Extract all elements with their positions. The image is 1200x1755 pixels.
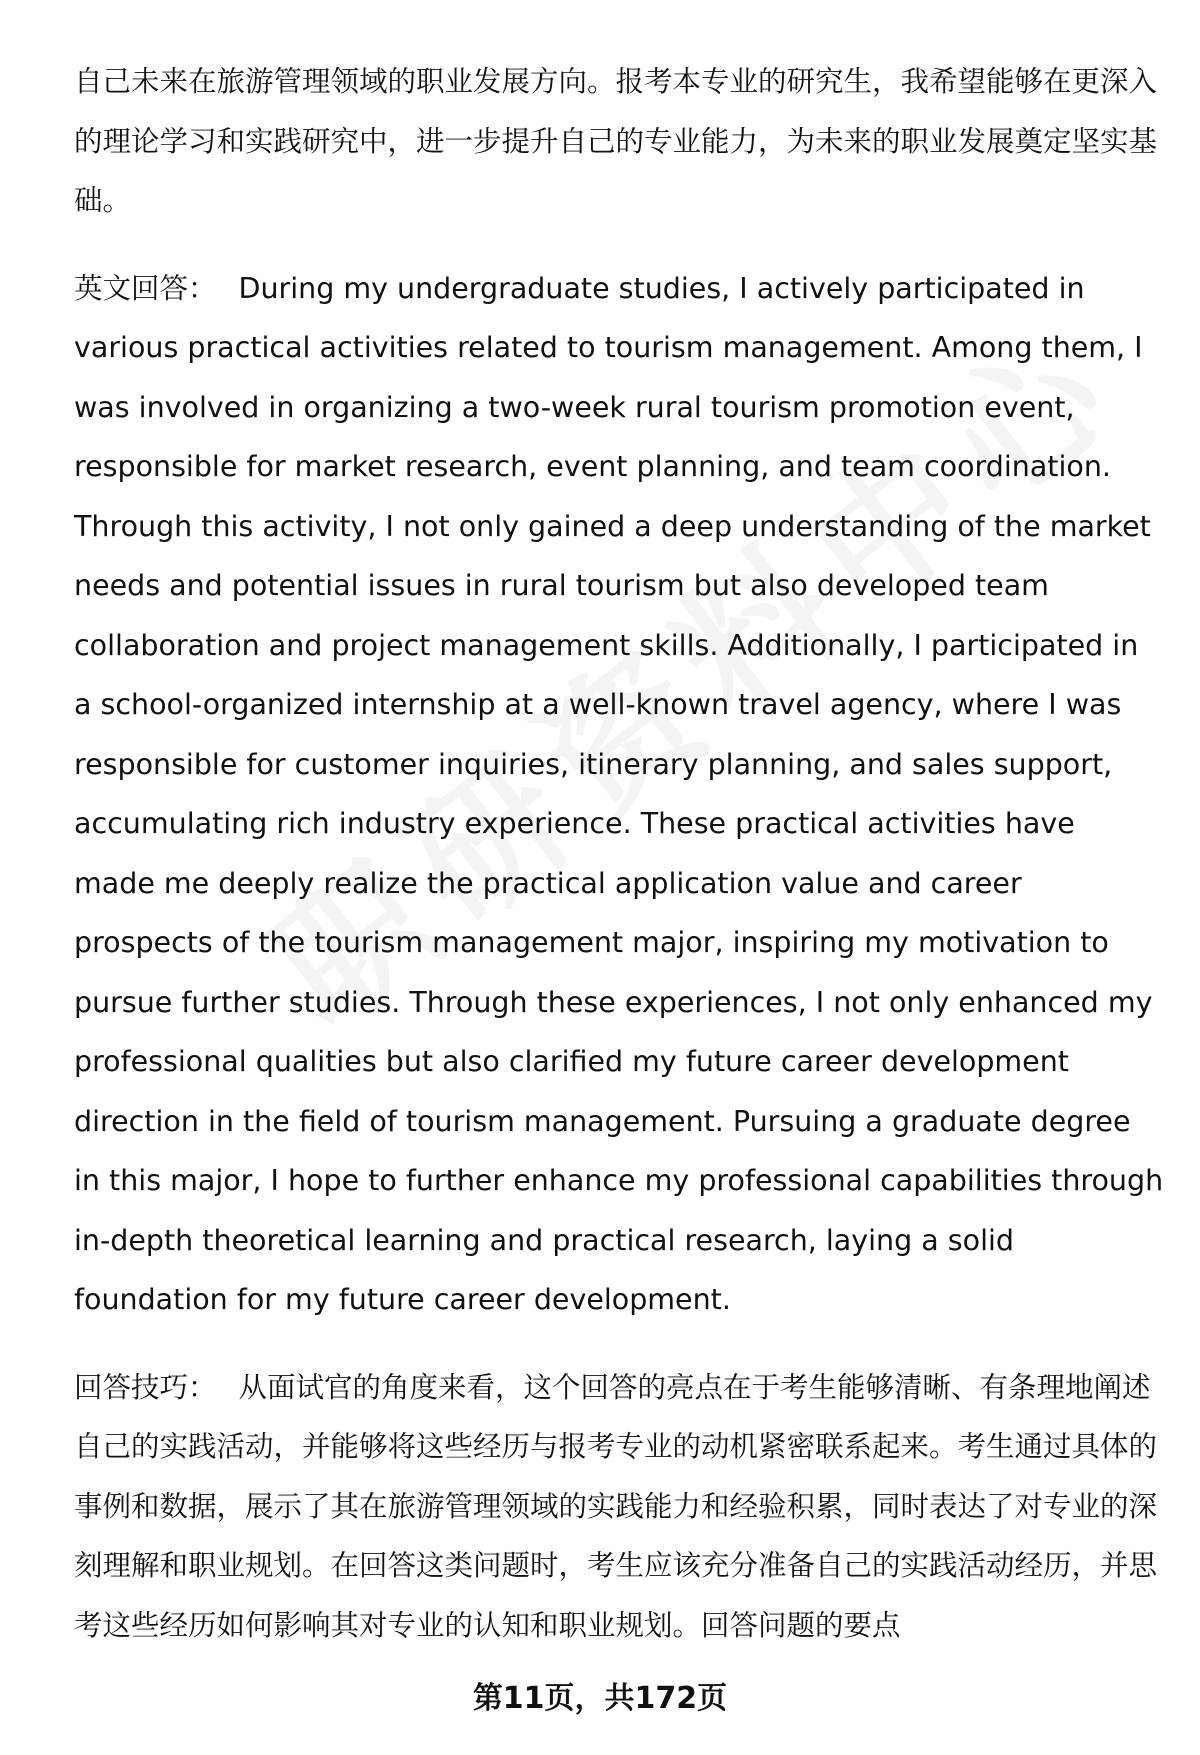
page-number: 第11页，共172页 [472,1681,728,1716]
paragraph-gap [74,231,1164,259]
answer-tips-paragraph [74,1358,1164,1656]
english-answer-label: 英文回答： [74,271,217,305]
english-answer-paragraph [74,259,1164,1330]
continuation-paragraph: 自己未来在旅游管理领域的职业发展方向。报考本专业的研究生，我希望能够在更深入的理论学习和实践研究中，进一步提升自己的专业能力，为未来的职业发展奠定坚实基础。 [74,65,1158,217]
document-body [74,52,1164,1655]
answer-tips-label: 回答技巧： [74,1370,217,1404]
paragraph-gap [74,1330,1164,1358]
english-answer-text: During my undergraduate studies, I actively participated in various practical activities related to tourism management. Among them, I was involved in organizing a two-week rural tourism promotion event, responsible for market research, event planning, and team coordination. Through this activity, I not only gained a deep understanding of the market needs and potential issues in rural tourism but also developed team collaboration and project management skills. Additionally, I participated in a school-organized internship at a well-known travel agency, where I was responsible for customer inquiries, itinerary planning, and sales support, accumulating rich industry experience. These practical activities have made me deeply realize the practical application value and career prospects of the tourism management major, inspiring my motivation to pursue further studies. Through these experiences, I not only enhanced my professional qualities but also clarified my future career development direction in the field of tourism management. Pursuing a graduate degree in this major, I hope to further enhance my professional capabilities through in-depth theoretical learning and practical research, laying a solid foundation for my future career development. [74,271,1164,1316]
answer-tips-text: 从面试官的角度来看，这个回答的亮点在于考生能够清晰、有条理地阐述自己的实践活动，并能够将这些经历与报考专业的动机紧密联系起来。考生通过具体的事例和数据，展示了其在旅游管理领域的实践能力和经验积累，同时表达了对专业的深刻理解和职业规划。在回答这类问题时，考生应该充分准备自己的实践活动经历，并思考这些经历如何影响其对专业的认知和职业规划。回答问题的要点 [74,1370,1158,1642]
